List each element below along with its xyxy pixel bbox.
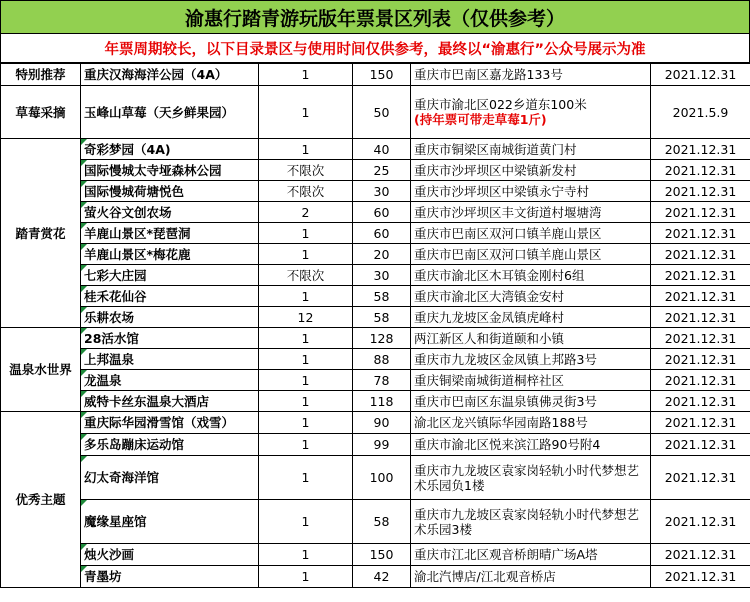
address-text: 重庆市江北区观音桥朗晴广场A塔 [414, 547, 598, 562]
address-cell [411, 328, 651, 349]
valid-date-cell: 2021.12.31 [651, 244, 750, 265]
category-cell: 温泉水世界 [1, 328, 81, 412]
table-row [1, 412, 750, 434]
times-cell: 1 [259, 86, 353, 139]
address-text: 重庆市九龙坡区袁家岗轻轨小时代梦想艺术乐园3楼 [414, 506, 640, 537]
price-cell: 58 [353, 500, 411, 544]
page-title: 渝惠行踏青游玩版年票景区列表（仅供参考） [0, 0, 750, 34]
spot-name-cell: 多乐岛蹦床运动馆 [81, 434, 259, 456]
valid-date-cell: 2021.12.31 [651, 328, 750, 349]
table-row [1, 328, 750, 349]
times-cell: 1 [259, 434, 353, 456]
table-row [1, 434, 750, 456]
times-cell: 1 [259, 223, 353, 244]
table-row [1, 223, 750, 244]
table-row [1, 244, 750, 265]
address-text: 重庆市渝北区大湾镇金安村 [414, 288, 565, 304]
valid-date-cell: 2021.12.31 [651, 412, 750, 434]
address-text: 重庆市沙坪坝区中梁镇永宁寺村 [414, 183, 590, 199]
table-row [1, 456, 750, 500]
times-cell: 1 [259, 286, 353, 307]
times-cell: 12 [259, 307, 353, 328]
table-row [1, 307, 750, 328]
table-row [1, 64, 750, 86]
address-cell [411, 202, 651, 223]
valid-date-cell: 2021.12.31 [651, 139, 750, 160]
address-text: 重庆市铜梁区南城街道黄门村 [414, 141, 577, 157]
price-cell: 60 [353, 223, 411, 244]
valid-date-cell: 2021.12.31 [651, 391, 750, 412]
times-cell: 1 [259, 328, 353, 349]
address-text: 重庆市沙坪坝区中梁镇新发村 [414, 162, 577, 178]
address-cell [411, 223, 651, 244]
price-cell: 90 [353, 412, 411, 434]
address-text: 渝北区龙兴镇际华园南路188号 [414, 415, 588, 430]
table-row [1, 391, 750, 412]
table-row [1, 86, 750, 139]
valid-date-cell: 2021.12.31 [651, 64, 750, 86]
price-cell: 128 [353, 328, 411, 349]
valid-date-cell: 2021.12.31 [651, 566, 750, 588]
address-text: 重庆铜梁南城街道桐梓社区 [414, 372, 565, 388]
times-cell: 不限次 [259, 181, 353, 202]
address-cell [411, 544, 651, 566]
address-cell [411, 307, 651, 328]
address-cell [411, 412, 651, 434]
table-row [1, 160, 750, 181]
address-cell [411, 500, 651, 544]
address-cell [411, 139, 651, 160]
times-cell: 1 [259, 139, 353, 160]
address-cell [411, 370, 651, 391]
address-cell [411, 349, 651, 370]
price-cell: 150 [353, 64, 411, 86]
spot-name-cell: 国际慢城太寺垭森林公园 [81, 160, 259, 181]
spot-name-cell: 桂禾花仙谷 [81, 286, 259, 307]
address-text: 渝北汽博店/江北观音桥店 [414, 569, 556, 584]
times-cell: 2 [259, 202, 353, 223]
price-cell: 99 [353, 434, 411, 456]
price-cell: 42 [353, 566, 411, 588]
table-row [1, 566, 750, 588]
times-cell: 1 [259, 456, 353, 500]
address-cell [411, 181, 651, 202]
spot-name-cell: 幻太奇海洋馆 [81, 456, 259, 500]
times-cell: 1 [259, 391, 353, 412]
address-text: 重庆市巴南区嘉龙路133号 [414, 67, 563, 82]
category-cell: 踏青赏花 [1, 139, 81, 328]
spot-name-cell: 乐耕农场 [81, 307, 259, 328]
times-cell: 1 [259, 64, 353, 86]
spot-name-cell: 玉峰山草莓（天乡鲜果园） [81, 86, 259, 139]
times-cell: 不限次 [259, 160, 353, 181]
spot-name-cell: 国际慢城荷塘悦色 [81, 181, 259, 202]
times-cell: 1 [259, 349, 353, 370]
address-cell [411, 86, 651, 139]
valid-date-cell: 2021.12.31 [651, 286, 750, 307]
address-cell [411, 391, 651, 412]
spot-name-cell: 重庆汉海海洋公园（4A） [81, 64, 259, 86]
valid-date-cell: 2021.12.31 [651, 456, 750, 500]
spot-name-cell: 魔缘星座馆 [81, 500, 259, 544]
category-cell: 优秀主题 [1, 412, 81, 588]
spot-name-cell: 威特卡丝东温泉大酒店 [81, 391, 259, 412]
times-cell: 1 [259, 370, 353, 391]
address-cell [411, 64, 651, 86]
price-cell: 50 [353, 86, 411, 139]
table-row [1, 286, 750, 307]
valid-date-cell: 2021.12.31 [651, 307, 750, 328]
valid-date-cell: 2021.5.9 [651, 86, 750, 139]
address-note: (持年票可带走草莓1斤) [414, 112, 547, 127]
address-text: 重庆市九龙坡区金凤镇上邦路3号 [414, 351, 597, 367]
address-text: 重庆市渝北区悦来滨江路90号附4 [414, 437, 601, 452]
address-text: 重庆九龙坡区金凤镇虎峰村 [414, 309, 565, 325]
address-cell [411, 160, 651, 181]
times-cell: 1 [259, 500, 353, 544]
address-cell [411, 434, 651, 456]
valid-date-cell: 2021.12.31 [651, 349, 750, 370]
times-cell: 1 [259, 412, 353, 434]
table-row [1, 544, 750, 566]
price-cell: 78 [353, 370, 411, 391]
price-cell: 40 [353, 139, 411, 160]
valid-date-cell: 2021.12.31 [651, 181, 750, 202]
times-cell: 1 [259, 566, 353, 588]
address-text: 重庆市渝北区022乡道东100米 [414, 97, 587, 112]
address-text: 重庆市沙坪坝区丰文街道村堰塘湾 [414, 204, 602, 220]
price-cell: 150 [353, 544, 411, 566]
times-cell: 1 [259, 544, 353, 566]
table-row [1, 349, 750, 370]
price-cell: 88 [353, 349, 411, 370]
table-row [1, 181, 750, 202]
valid-date-cell: 2021.12.31 [651, 500, 750, 544]
address-cell [411, 456, 651, 500]
address-cell [411, 265, 651, 286]
spot-name-cell: 28活水馆 [81, 328, 259, 349]
spot-name-cell: 烛火沙画 [81, 544, 259, 566]
spot-name-cell: 奇彩梦园（4A) [81, 139, 259, 160]
table-row [1, 139, 750, 160]
valid-date-cell: 2021.12.31 [651, 202, 750, 223]
price-cell: 60 [353, 202, 411, 223]
price-cell: 58 [353, 307, 411, 328]
price-cell: 20 [353, 244, 411, 265]
address-text: 两江新区人和街道颐和小镇 [414, 330, 565, 346]
spot-name-cell: 羊鹿山景区*梅花鹿 [81, 244, 259, 265]
address-text: 重庆市渝北区木耳镇金刚村6组 [414, 267, 585, 283]
price-cell: 58 [353, 286, 411, 307]
spot-name-cell: 龙温泉 [81, 370, 259, 391]
spot-name-cell: 重庆际华园滑雪馆（戏雪） [81, 412, 259, 434]
times-cell: 1 [259, 244, 353, 265]
spot-name-cell: 七彩大庄园 [81, 265, 259, 286]
price-cell: 30 [353, 181, 411, 202]
spot-name-cell: 上邦温泉 [81, 349, 259, 370]
times-cell: 不限次 [259, 265, 353, 286]
spot-name-cell: 羊鹿山景区*琵琶洞 [81, 223, 259, 244]
valid-date-cell: 2021.12.31 [651, 370, 750, 391]
table-row [1, 500, 750, 544]
price-cell: 118 [353, 391, 411, 412]
valid-date-cell: 2021.12.31 [651, 160, 750, 181]
scenic-spot-table [0, 63, 750, 588]
address-cell [411, 286, 651, 307]
address-text: 重庆市巴南区双河口镇羊鹿山景区 [414, 246, 602, 262]
address-text: 重庆市巴南区东温泉镇佛灵街3号 [414, 393, 597, 409]
address-cell [411, 244, 651, 265]
price-cell: 25 [353, 160, 411, 181]
price-cell: 100 [353, 456, 411, 500]
valid-date-cell: 2021.12.31 [651, 265, 750, 286]
address-cell [411, 566, 651, 588]
valid-date-cell: 2021.12.31 [651, 223, 750, 244]
valid-date-cell: 2021.12.31 [651, 544, 750, 566]
valid-date-cell: 2021.12.31 [651, 434, 750, 456]
spot-name-cell: 萤火谷文创农场 [81, 202, 259, 223]
table-row [1, 202, 750, 223]
address-text: 重庆市巴南区双河口镇羊鹿山景区 [414, 225, 602, 241]
table-row [1, 265, 750, 286]
category-cell: 特别推荐 [1, 64, 81, 86]
notice-banner: 年票周期较长，以下目录景区与使用时间仅供参考，最终以“渝惠行”公众号展示为准 [0, 34, 750, 63]
address-text: 重庆市九龙坡区袁家岗轻轨小时代梦想艺术乐园负1楼 [414, 462, 640, 493]
category-cell: 草莓采摘 [1, 86, 81, 139]
spot-name-cell: 青墨坊 [81, 566, 259, 588]
table-row [1, 370, 750, 391]
price-cell: 30 [353, 265, 411, 286]
